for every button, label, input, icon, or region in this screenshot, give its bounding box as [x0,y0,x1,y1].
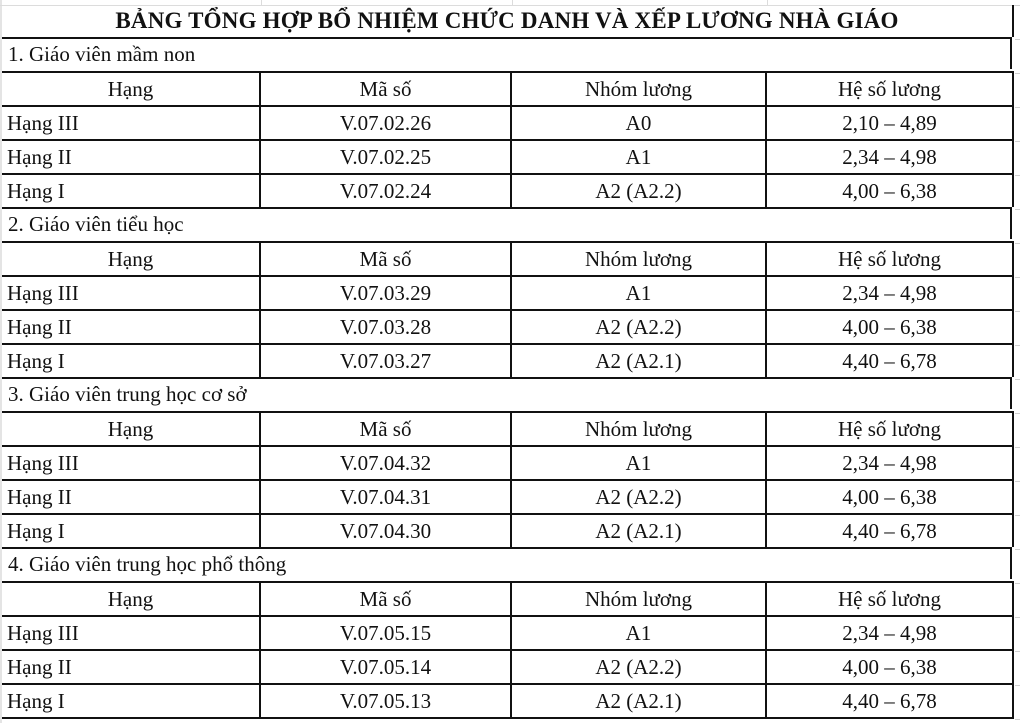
gridline-tick [1015,379,1020,380]
column-header-ma-so[interactable]: Mã số [261,73,512,105]
ma-so-cell[interactable]: V.07.02.24 [261,175,512,207]
table-row [2,513,1014,547]
he-so-cell[interactable]: 2,10 – 4,89 [767,107,1014,139]
gridline-tick [1015,73,1020,74]
nhom-luong-cell[interactable]: A0 [512,107,767,139]
gridline-tick [1015,515,1020,516]
gridline-tick [1015,719,1020,720]
ma-so-cell[interactable]: V.07.05.13 [261,685,512,717]
table-row [2,343,1014,377]
ma-so-cell[interactable]: V.07.03.28 [261,311,512,343]
hang-cell[interactable]: Hạng I [2,515,261,547]
ma-so-cell[interactable]: V.07.05.14 [261,651,512,683]
section-heading[interactable]: 3. Giáo viên trung học cơ sở [2,377,1012,409]
column-header-hang[interactable]: Hạng [2,413,261,445]
column-header-ma-so[interactable]: Mã số [261,583,512,615]
nhom-luong-cell[interactable]: A2 (A2.2) [512,175,767,207]
gridline-tick [1015,39,1020,40]
ma-so-cell[interactable]: V.07.04.30 [261,515,512,547]
column-header-nhom-luong[interactable]: Nhóm lương [512,413,767,445]
hang-cell[interactable]: Hạng II [2,651,261,683]
table-row [2,275,1014,309]
hang-cell[interactable]: Hạng III [2,617,261,649]
gridline-tick [1015,583,1020,584]
section-heading[interactable]: 2. Giáo viên tiểu học [2,207,1012,239]
hang-cell[interactable]: Hạng III [2,277,261,309]
hang-cell[interactable]: Hạng I [2,685,261,717]
gridline-tick [1015,481,1020,482]
column-header-nhom-luong[interactable]: Nhóm lương [512,243,767,275]
hang-cell[interactable]: Hạng III [2,447,261,479]
hang-cell[interactable]: Hạng I [2,345,261,377]
nhom-luong-cell[interactable]: A1 [512,617,767,649]
ma-so-cell[interactable]: V.07.02.26 [261,107,512,139]
gridline-tick [1015,549,1020,550]
column-header-row [2,581,1014,615]
gridline-tick [1015,175,1020,176]
nhom-luong-cell[interactable]: A2 (A2.1) [512,515,767,547]
column-header-ma-so[interactable]: Mã số [261,413,512,445]
he-so-cell[interactable]: 4,40 – 6,78 [767,515,1014,547]
hang-cell[interactable]: Hạng II [2,481,261,513]
gridline-tick [1015,413,1020,414]
he-so-cell[interactable]: 4,00 – 6,38 [767,175,1014,207]
column-header-nhom-luong[interactable]: Nhóm lương [512,583,767,615]
table-row [2,139,1014,173]
gridline-tick [1015,5,1020,6]
gridline-tick [1015,685,1020,686]
nhom-luong-cell[interactable]: A2 (A2.1) [512,345,767,377]
nhom-luong-cell[interactable]: A2 (A2.1) [512,685,767,717]
gridline-tick [1015,107,1020,108]
table-title[interactable]: BẢNG TỔNG HỢP BỔ NHIỆM CHỨC DANH VÀ XẾP LƯƠNG NHÀ GIÁO [2,5,1014,37]
hang-cell[interactable]: Hạng II [2,141,261,173]
gridline-tick [1015,345,1020,346]
nhom-luong-cell[interactable]: A2 (A2.2) [512,651,767,683]
ma-so-cell[interactable]: V.07.04.31 [261,481,512,513]
table-row [2,105,1014,139]
he-so-cell[interactable]: 4,00 – 6,38 [767,481,1014,513]
section-heading[interactable]: 1. Giáo viên mầm non [2,37,1012,69]
gridline-tick [1015,141,1020,142]
gridline-tick [1015,617,1020,618]
ma-so-cell[interactable]: V.07.05.15 [261,617,512,649]
column-header-row [2,411,1014,445]
he-so-cell[interactable]: 4,00 – 6,38 [767,651,1014,683]
column-header-nhom-luong[interactable]: Nhóm lương [512,73,767,105]
he-so-cell[interactable]: 2,34 – 4,98 [767,617,1014,649]
gridline-tick [1015,447,1020,448]
he-so-cell[interactable]: 2,34 – 4,98 [767,277,1014,309]
table-row [2,649,1014,683]
ma-so-cell[interactable]: V.07.04.32 [261,447,512,479]
column-header-hang[interactable]: Hạng [2,73,261,105]
he-so-cell[interactable]: 4,40 – 6,78 [767,345,1014,377]
column-header-row [2,241,1014,275]
he-so-cell[interactable]: 4,00 – 6,38 [767,311,1014,343]
table-row [2,309,1014,343]
hang-cell[interactable]: Hạng III [2,107,261,139]
table-row [2,479,1014,513]
column-header-hang[interactable]: Hạng [2,583,261,615]
he-so-cell[interactable]: 4,40 – 6,78 [767,685,1014,717]
column-header-hang[interactable]: Hạng [2,243,261,275]
column-header-he-so[interactable]: Hệ số lương [767,73,1014,105]
ma-so-cell[interactable]: V.07.03.29 [261,277,512,309]
table-row [2,173,1014,207]
gridline-tick [1015,277,1020,278]
sheet-right-gutter [1014,0,1020,723]
section-heading[interactable]: 4. Giáo viên trung học phổ thông [2,547,1012,579]
ma-so-cell[interactable]: V.07.03.27 [261,345,512,377]
gridline-tick [1015,311,1020,312]
column-header-he-so[interactable]: Hệ số lương [767,583,1014,615]
column-header-he-so[interactable]: Hệ số lương [767,413,1014,445]
nhom-luong-cell[interactable]: A2 (A2.2) [512,481,767,513]
nhom-luong-cell[interactable]: A2 (A2.2) [512,311,767,343]
gridline-tick [1015,651,1020,652]
table-row [2,445,1014,479]
table-row [2,683,1014,719]
nhom-luong-cell[interactable]: A1 [512,447,767,479]
column-header-he-so[interactable]: Hệ số lương [767,243,1014,275]
ma-so-cell[interactable]: V.07.02.25 [261,141,512,173]
gridline-tick [1015,209,1020,210]
gridline-tick [1015,243,1020,244]
column-header-ma-so[interactable]: Mã số [261,243,512,275]
column-header-row [2,71,1014,105]
he-so-cell[interactable]: 2,34 – 4,98 [767,141,1014,173]
hang-cell[interactable]: Hạng II [2,311,261,343]
nhom-luong-cell[interactable]: A1 [512,277,767,309]
hang-cell[interactable]: Hạng I [2,175,261,207]
table-row [2,615,1014,649]
nhom-luong-cell[interactable]: A1 [512,141,767,173]
he-so-cell[interactable]: 2,34 – 4,98 [767,447,1014,479]
